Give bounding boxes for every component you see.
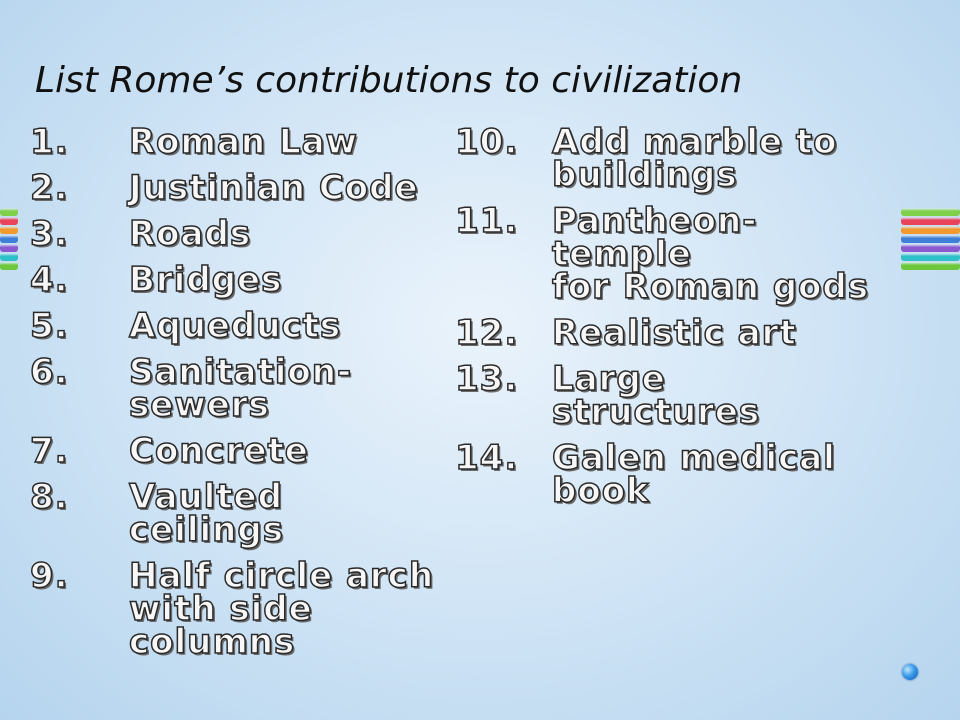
- contributions-list-left: [30, 122, 440, 672]
- item-number: 6.: [30, 352, 69, 392]
- list-item: [455, 438, 885, 511]
- list-item: [30, 214, 440, 254]
- item-text: Concrete: [129, 431, 309, 471]
- item-number: 7.: [30, 431, 69, 471]
- item-text: Justinian Code: [129, 168, 419, 208]
- item-number: 12.: [455, 313, 519, 353]
- decorative-stripe: [901, 262, 960, 270]
- decorative-stripes-left: [0, 208, 18, 271]
- item-number: 11.: [455, 201, 519, 241]
- decorative-stripes-right: [901, 208, 960, 271]
- item-text: Roads: [129, 214, 252, 254]
- item-number: 2.: [30, 168, 69, 208]
- item-text: Roman Law: [129, 122, 358, 162]
- decorative-stripe: [0, 244, 18, 252]
- decorative-stripe: [0, 208, 18, 216]
- list-item: [30, 352, 440, 425]
- item-number: 3.: [30, 214, 69, 254]
- list-item: [30, 168, 440, 208]
- list-item: [455, 201, 885, 307]
- item-text: Pantheon-temple for Roman gods: [552, 201, 869, 307]
- item-text: Add marble to buildings: [552, 122, 838, 195]
- list-item: [455, 313, 885, 353]
- list-item: [30, 306, 440, 346]
- list-item: [30, 477, 440, 550]
- decorative-stripe: [0, 262, 18, 270]
- item-text: Half circle arch with side columns: [129, 556, 435, 662]
- decorative-stripe: [901, 226, 960, 234]
- item-number: 14.: [455, 438, 519, 478]
- list-item: [30, 556, 440, 662]
- item-text: Sanitation- sewers: [129, 352, 353, 425]
- list-item: [30, 122, 440, 162]
- item-text: Realistic art: [552, 313, 797, 353]
- item-text: Large structures: [552, 359, 761, 432]
- item-number: 10.: [455, 122, 519, 162]
- item-number: 4.: [30, 260, 69, 300]
- decorative-stripe: [901, 244, 960, 252]
- decorative-stripe: [0, 235, 18, 243]
- list-item: [455, 122, 885, 195]
- decorative-stripe: [901, 253, 960, 261]
- decorative-stripe: [0, 226, 18, 234]
- item-text: Vaulted ceilings: [129, 477, 284, 550]
- item-text: Galen medical book: [552, 438, 836, 511]
- list-item: [30, 260, 440, 300]
- item-number: 9.: [30, 556, 69, 596]
- decorative-stripe: [901, 235, 960, 243]
- decorative-stripe: [901, 208, 960, 216]
- item-number: 1.: [30, 122, 69, 162]
- contributions-list-right: [455, 122, 885, 521]
- list-item: [30, 431, 440, 471]
- item-text: Bridges: [129, 260, 283, 300]
- decorative-stripe: [901, 217, 960, 225]
- decorative-stripe: [0, 217, 18, 225]
- item-number: 5.: [30, 306, 69, 346]
- slide-title: List Rome’s contributions to civilization: [35, 60, 743, 101]
- list-item: [455, 359, 885, 432]
- item-number: 8.: [30, 477, 69, 517]
- slide-navigation-ball-icon[interactable]: [902, 664, 918, 680]
- item-number: 13.: [455, 359, 519, 399]
- item-text: Aqueducts: [129, 306, 342, 346]
- decorative-stripe: [0, 253, 18, 261]
